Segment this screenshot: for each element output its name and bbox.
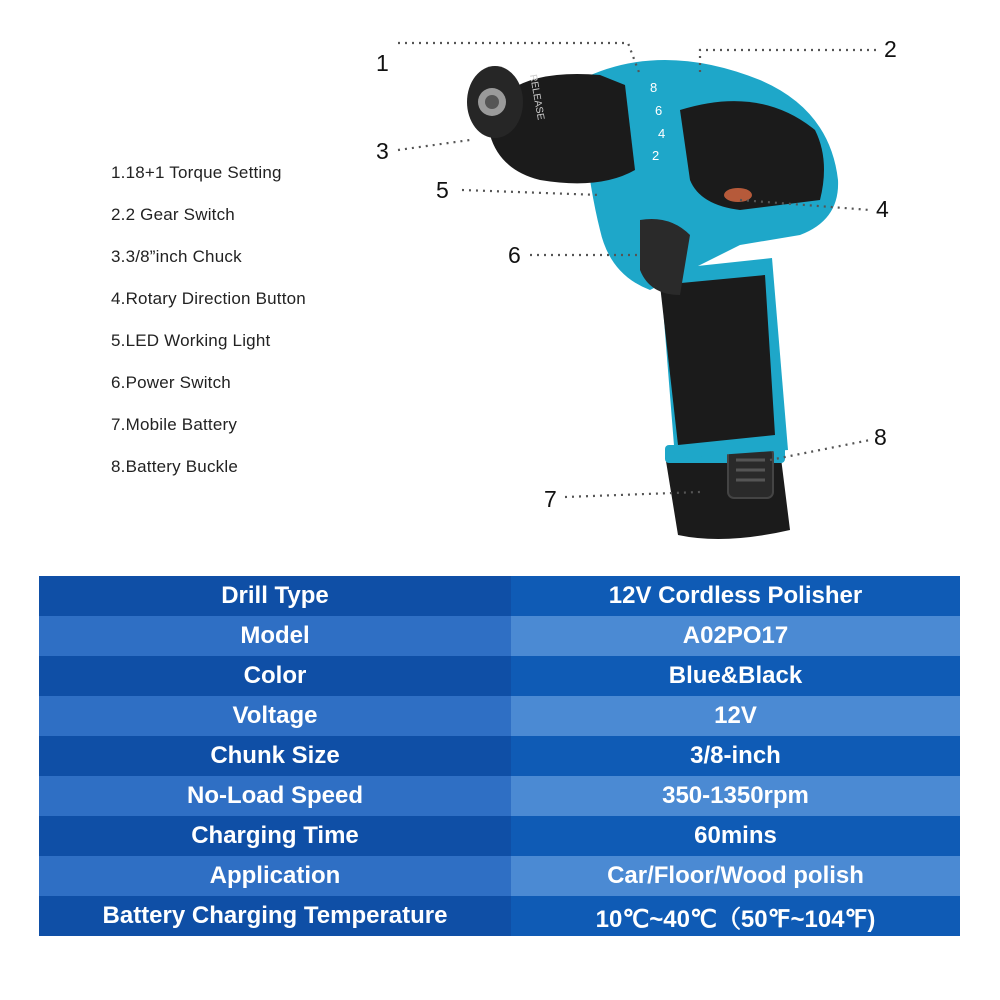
spec-label: No-Load Speed: [39, 776, 511, 816]
svg-text:RELEASE: RELEASE: [527, 73, 546, 121]
spec-value: Blue&Black: [511, 656, 960, 696]
svg-text:6: 6: [655, 103, 663, 118]
callout-2: 2: [884, 36, 897, 62]
svg-text:8: 8: [650, 80, 658, 95]
spec-table: [39, 576, 960, 936]
feature-item: 8.Battery Buckle: [111, 457, 238, 476]
spec-row: [39, 616, 960, 656]
callout-4: 4: [876, 196, 889, 222]
spec-value: Car/Floor/Wood polish: [511, 856, 960, 896]
svg-text:4: 4: [658, 126, 666, 141]
spec-row: [39, 696, 960, 736]
spec-row: [39, 576, 960, 616]
feature-item: 7.Mobile Battery: [111, 415, 238, 434]
spec-row: [39, 656, 960, 696]
spec-value: 3/8-inch: [511, 736, 960, 776]
feature-item: 6.Power Switch: [111, 373, 231, 392]
spec-label: Drill Type: [39, 576, 511, 616]
svg-text:2: 2: [652, 148, 660, 163]
spec-value: 350-1350rpm: [511, 776, 960, 816]
spec-label: Application: [39, 856, 511, 896]
callout-6: 6: [508, 242, 521, 268]
spec-label: Model: [39, 616, 511, 656]
spec-value: A02PO17: [511, 616, 960, 656]
spec-label: Voltage: [39, 696, 511, 736]
callout-5: 5: [436, 177, 449, 203]
spec-value: 10℃~40℃（50℉~104℉): [511, 896, 960, 936]
spec-value: 12V Cordless Polisher: [511, 576, 960, 616]
spec-row: [39, 816, 960, 856]
spec-label: Chunk Size: [39, 736, 511, 776]
feature-item: 4.Rotary Direction Button: [111, 289, 306, 308]
feature-item: 1.18+1 Torque Setting: [111, 163, 282, 182]
callout-1: 1: [376, 50, 389, 76]
spec-row: [39, 736, 960, 776]
callout-8: 8: [874, 424, 887, 450]
feature-item: 3.3/8”inch Chuck: [111, 247, 242, 266]
feature-item: 5.LED Working Light: [111, 331, 271, 350]
spec-label: Color: [39, 656, 511, 696]
spec-row: [39, 856, 960, 896]
callout-3: 3: [376, 138, 389, 164]
spec-value: 60mins: [511, 816, 960, 856]
spec-row: [39, 896, 960, 936]
callout-7: 7: [544, 486, 557, 512]
spec-value: 12V: [511, 696, 960, 736]
spec-row: [39, 776, 960, 816]
spec-label: Charging Time: [39, 816, 511, 856]
feature-item: 2.2 Gear Switch: [111, 205, 235, 224]
spec-label: Battery Charging Temperature: [39, 896, 511, 936]
